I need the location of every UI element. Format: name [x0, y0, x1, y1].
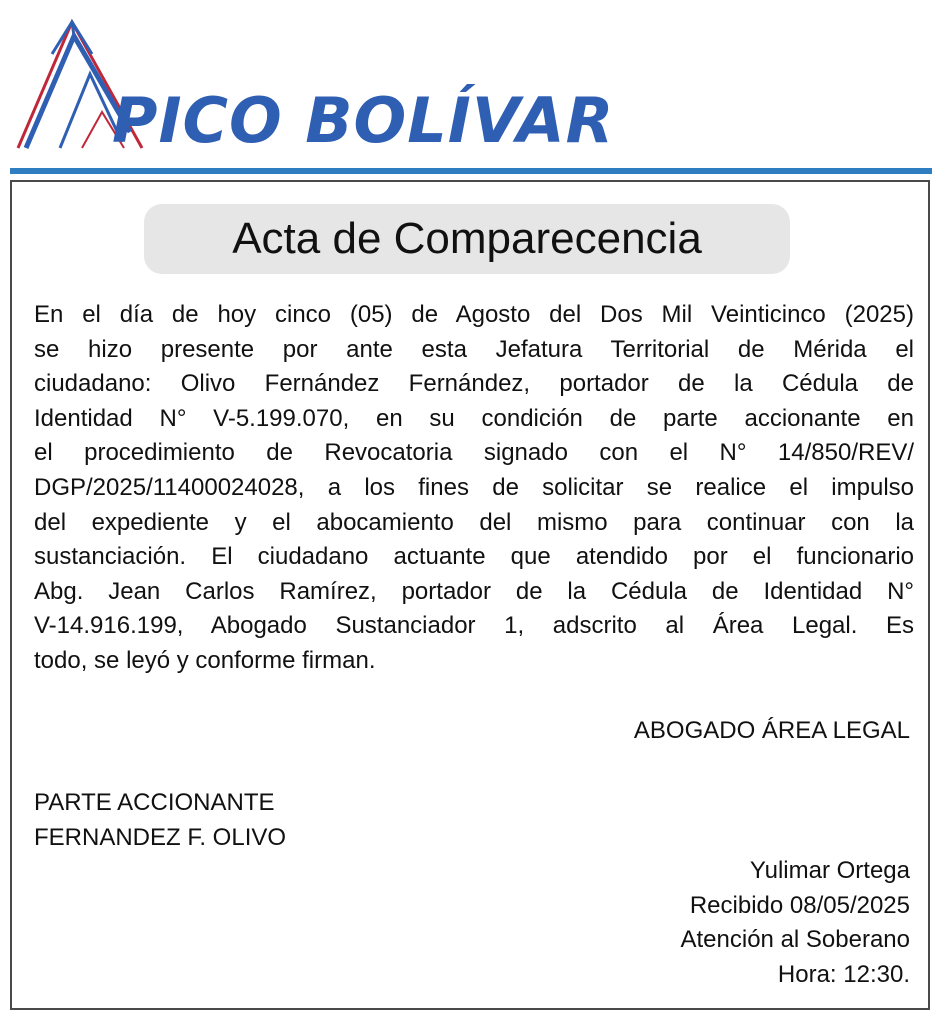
- body-line: En el día de hoy cinco (05) de Agosto del Dos Mil Veinticinco (2025): [34, 301, 914, 328]
- legal-signature-block: [634, 714, 910, 749]
- body-line: Identidad N° V-5.199.070, en su condición de parte accionante en: [34, 404, 914, 432]
- receipt-office: Atención al Soberano: [680, 926, 910, 954]
- party-name: FERNANDEZ F. OLIVO: [34, 823, 287, 851]
- receipt-block: [681, 854, 911, 992]
- body-line: DGP/2025/11400024028, a los fines de solicitar se realice el impulso: [34, 473, 914, 501]
- legal-signature-label: ABOGADO ÁREA LEGAL: [633, 717, 910, 744]
- document-title: Acta de Comparecencia: [232, 214, 702, 263]
- body-line: ciudadano: Olivo Fernández Fernández, portador de la Cédula de: [34, 370, 914, 398]
- body-line: el procedimiento de Revocatoria signado con el N° 14/850/REV/: [34, 439, 914, 467]
- receipt-time: Hora: 12:30.: [777, 960, 910, 988]
- party-label: PARTE ACCIONANTE: [34, 789, 275, 816]
- receipt-name: Yulimar Ortega: [749, 857, 910, 884]
- document-body: [34, 298, 914, 679]
- body-line: sustanciación. El ciudadano actuante que atendido por el funcionario: [34, 543, 914, 571]
- pico-bolivar-logo: [12, 14, 615, 159]
- header-divider: [10, 168, 932, 174]
- document-frame: [10, 180, 930, 1010]
- body-line: se hizo presente por ante esta Jefatura Territorial de Mérida el: [34, 335, 914, 363]
- body-line: Abg. Jean Carlos Ramírez, portador de la Cédula de Identidad N°: [34, 577, 914, 605]
- body-line: V-14.916.199, Abogado Sustanciador 1, adscrito al Área Legal. Es: [34, 612, 914, 640]
- body-line: todo, se leyó y conforme firman.: [34, 646, 376, 674]
- title-banner: [144, 204, 790, 274]
- body-line: del expediente y el abocamiento del mismo para continuar con la: [34, 508, 914, 536]
- receipt-date: Recibido 08/05/2025: [689, 891, 910, 919]
- logo-wordmark: PICO BOLÍVAR: [112, 84, 615, 157]
- party-signature-block: [34, 786, 286, 855]
